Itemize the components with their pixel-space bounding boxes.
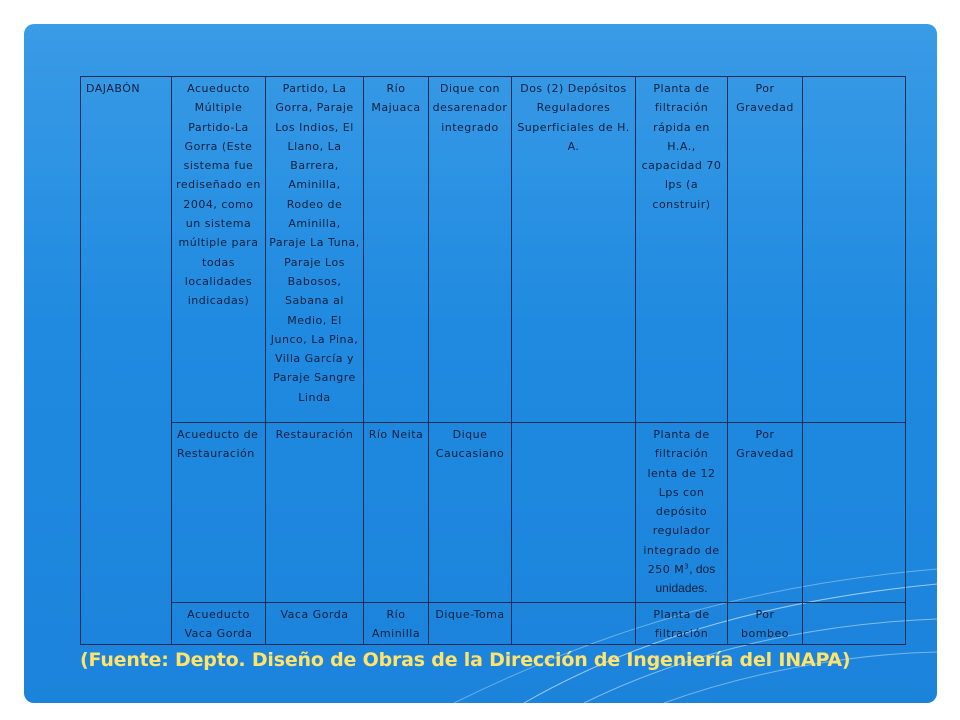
table-row: [81, 77, 906, 423]
intake-cell: Dique-Toma: [429, 603, 512, 645]
localities-cell: Vaca Gorda: [266, 603, 364, 645]
treatment-text: Planta de filtración lenta de 12 Lps con depósito regulador integrado de 250 M: [643, 428, 720, 577]
province-cell: DAJABÓN: [81, 77, 172, 645]
empty-cell: [803, 77, 906, 423]
treatment-tail-text: , dos unidades.: [655, 562, 716, 596]
distribution-cell: Por Gravedad: [728, 77, 803, 423]
table-row: [81, 603, 906, 645]
treatment-cell: Planta de filtración rápida en H.A., capacidad 70 lps (a construir): [636, 77, 728, 423]
distribution-cell: Por bombeo: [728, 603, 803, 645]
distribution-cell: Por Gravedad: [728, 423, 803, 603]
localities-cell: Partido, La Gorra, Paraje Los Indios, El Llano, La Barrera, Aminilla, Rodeo de Aminilla, Paraje La Tuna, Paraje Los Babosos, Sabana al Medio, El Junco, La Pina, Villa García y Paraje Sangre Linda: [266, 77, 364, 423]
aqueduct-name-cell: Acueducto de Restauración: [172, 423, 266, 603]
storage-cell: Dos (2) Depósitos Reguladores Superficiales de H. A.: [512, 77, 636, 423]
intake-cell: Dique Caucasiano: [429, 423, 512, 603]
aqueduct-name-cell: Acueducto Vaca Gorda: [172, 603, 266, 645]
aqueduct-table: [80, 76, 906, 645]
table-row: [81, 423, 906, 603]
empty-cell: [803, 423, 906, 603]
aqueduct-name-cell: Acueducto Múltiple Partido-La Gorra (Este sistema fue rediseñado en 2004, como un sistema múltiple para todas localidades indicadas): [172, 77, 266, 423]
source-caption: (Fuente: Depto. Diseño de Obras de la Dirección de Ingeniería del INAPA): [80, 649, 851, 671]
treatment-cell: [636, 423, 728, 603]
storage-cell: [512, 423, 636, 603]
storage-cell: [512, 603, 636, 645]
source-river-cell: Río Majuaca: [364, 77, 429, 423]
source-river-cell: Río Neita: [364, 423, 429, 603]
source-river-cell: Río Aminilla: [364, 603, 429, 645]
localities-cell: Restauración: [266, 423, 364, 603]
intake-cell: Dique con desarenador integrado: [429, 77, 512, 423]
empty-cell: [803, 603, 906, 645]
slide-background: [24, 24, 937, 703]
cubic-superscript: 3: [684, 562, 690, 571]
treatment-cell: Planta de filtración: [636, 603, 728, 645]
